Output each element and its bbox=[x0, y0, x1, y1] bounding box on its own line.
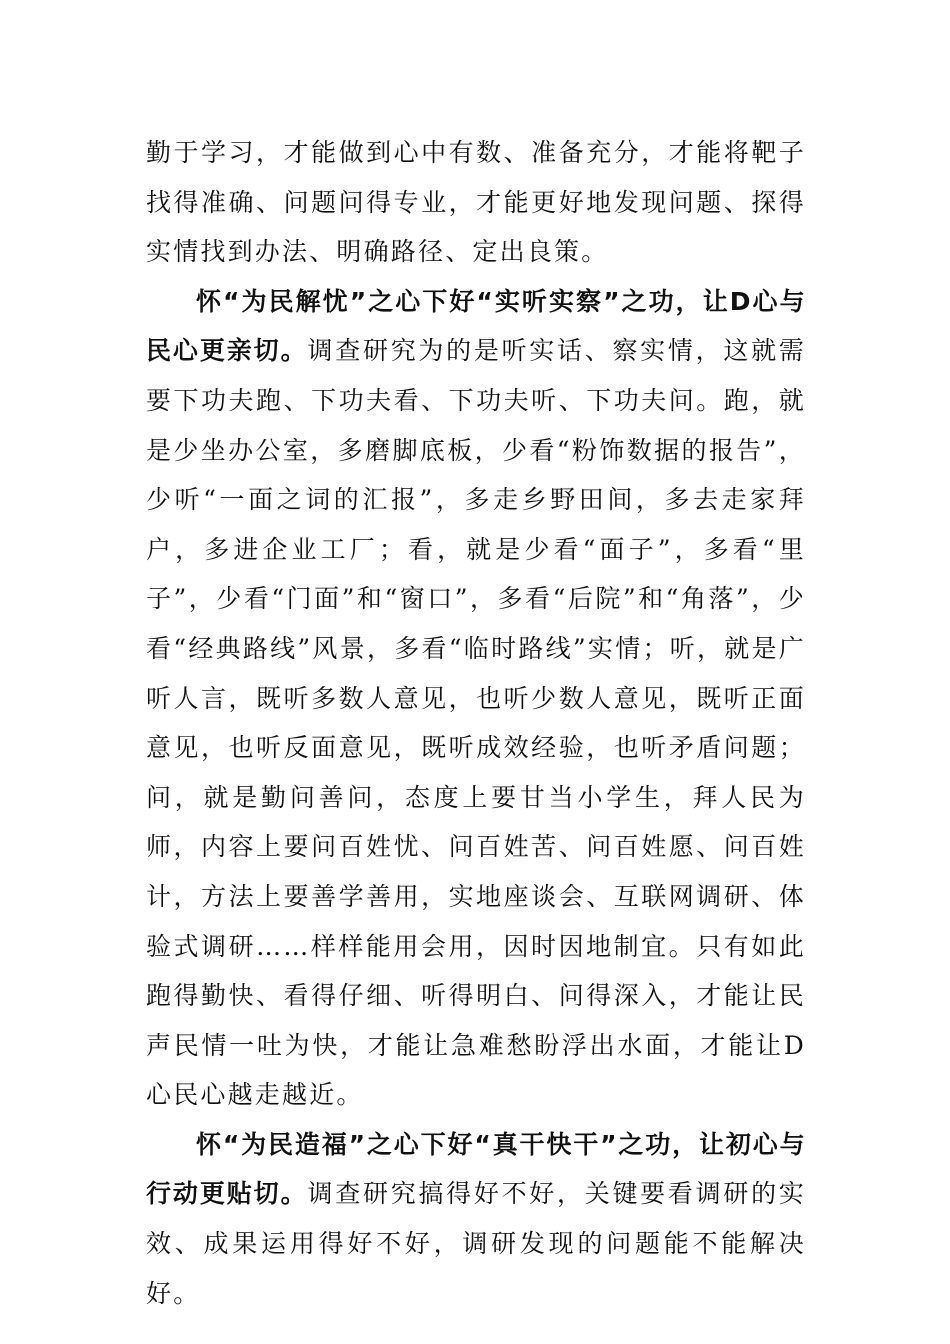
paragraph-continued bbox=[146, 128, 806, 277]
paragraph-text: 勤于学习，才能做到心中有数、准备充分，才能将靶子找得准确、问题问得专业，才能更好地发现问题、探得实情找到办法、明确路径、定出良策。 bbox=[146, 138, 806, 267]
paragraph-text: 调查研究为的是听实话、察实情，这就需要下功夫跑、下功夫看、下功夫听、下功夫问。跑，就是少坐办公室，多磨脚底板，少看“粉饰数据的报告”，少听“一面之词的汇报”，多走乡野田间，多去走家拜户，多进企业工厂；看，就是少看“面子”，多看“里子”，少看“门面”和“窗口”，多看“后院”和“角落”，少看“经典路线”风景，多看“临时路线”实情；听，就是广听人言，既听多数人意见，也听少数人意见，既听正面意见，也听反面意见，既听成效经验，也听矛盾问题；问，就是勤问善问，态度上要甘当小学生，拜人民为师，内容上要问百姓忧、问百姓苦、问百姓愿、问百姓计，方法上要善学善用，实地座谈会、互联网调研、体验式调研……样样能用会用，因时因地制宜。只有如此跑得勤快、看得仔细、听得明白、问得深入，才能让民声民情一吐为快，才能让急难愁盼浮出水面，才能让D心民心越走越近。 bbox=[146, 336, 806, 1110]
paragraph-text: 调查研究搞得好不好，关键要看调研的实效、成果运用得好不好，调研发现的问题能不能解决好。 bbox=[146, 1179, 806, 1308]
paragraph-original-aspiration bbox=[146, 1120, 806, 1318]
paragraph-lead-heading: 怀“为民造福”之心下好“真干快干”之功，让初心与行动更贴切。 bbox=[146, 1129, 806, 1209]
paragraph-party-heart bbox=[146, 277, 806, 1120]
body-text bbox=[146, 128, 806, 1318]
paragraph-lead-heading: 怀“为民解忧”之心下好“实听实察”之功，让D心与民心更亲切。 bbox=[146, 286, 806, 366]
